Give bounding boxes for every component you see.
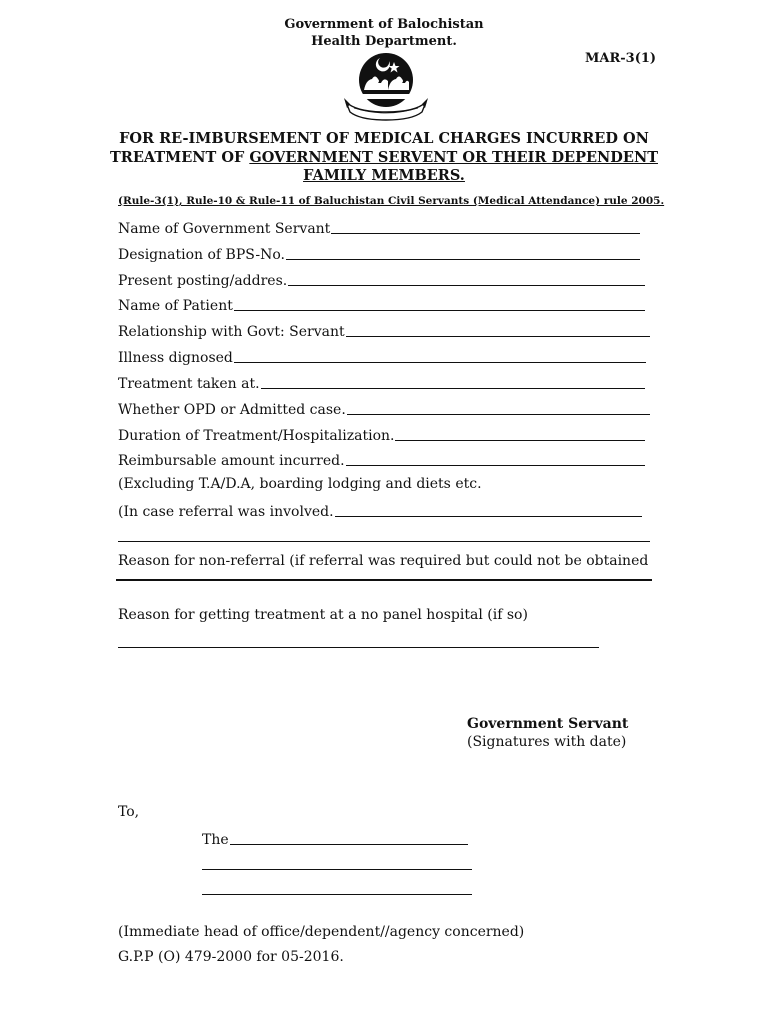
balochistan-emblem-icon [340, 50, 432, 122]
form-title-prefix: TREATMENT OF [110, 148, 250, 166]
no-panel-reason-label: Reason for getting treatment at a no panel hospital (if so) [118, 607, 528, 623]
field-label: Treatment taken at. [118, 376, 260, 392]
non-referral-reason-label: Reason for non-referral (if referral was required but could not be obtained [118, 553, 649, 569]
field-label: Illness dignosed [118, 350, 233, 366]
field-label: Duration of Treatment/Hospitalization. [118, 428, 395, 444]
fill-line[interactable] [347, 414, 650, 415]
signature-title: Government Servant [467, 716, 629, 732]
field-label: Designation of BPS-No. [118, 247, 285, 263]
field-govt-servant-name[interactable] [118, 217, 640, 237]
address-to: To, [118, 804, 140, 820]
fill-line[interactable] [286, 259, 640, 260]
field-opd-admitted[interactable] [118, 398, 650, 418]
fill-line[interactable] [346, 336, 650, 337]
field-label: (In case referral was involved. [118, 504, 334, 520]
fill-line[interactable] [288, 285, 645, 286]
field-referral[interactable] [118, 500, 642, 520]
rule-reference: (Rule-3(1), Rule-10 & Rule-11 of Baluchistan Civil Servants (Medical Attendance) rule 2005. [118, 195, 665, 207]
field-relationship[interactable] [118, 320, 650, 340]
field-label: Relationship with Govt: Servant [118, 324, 345, 340]
form-title-line1: FOR RE-IMBURSEMENT OF MEDICAL CHARGES INCURRED ON [119, 130, 649, 147]
signature-note: (Signatures with date) [467, 734, 627, 750]
form-title-underlined: GOVERNMENT SERVENT OR THEIR DEPENDENT [249, 148, 658, 166]
field-label: Name of Government Servant [118, 221, 331, 237]
fill-line[interactable] [335, 516, 642, 517]
fill-line[interactable] [261, 388, 645, 389]
fill-line[interactable] [234, 310, 645, 311]
field-addressee[interactable] [202, 828, 468, 848]
fill-line[interactable] [234, 362, 646, 363]
header-department: Health Department. [311, 34, 457, 49]
form-title-line3 [0, 167, 768, 186]
field-label: Whether OPD or Admitted case. [118, 402, 346, 418]
fill-line[interactable] [395, 440, 645, 441]
field-patient-name[interactable] [118, 294, 645, 314]
header-government: Government of Balochistan [284, 17, 484, 32]
field-amount[interactable] [118, 449, 645, 469]
referral-continuation-line[interactable] [118, 541, 650, 542]
field-duration[interactable] [118, 424, 645, 444]
field-label: Name of Patient [118, 298, 233, 314]
office-note: (Immediate head of office/dependent//agency concerned) [118, 924, 525, 940]
address-line-3[interactable] [202, 894, 472, 895]
form-code: MAR-3(1) [585, 51, 657, 66]
field-label: The [202, 832, 229, 848]
field-posting[interactable] [118, 269, 645, 289]
gpp-code: G.P.P (O) 479-2000 for 05-2016. [118, 949, 344, 965]
fill-line[interactable] [331, 233, 640, 234]
excluding-note: (Excluding T.A/D.A, boarding lodging and diets etc. [118, 476, 482, 492]
field-designation[interactable] [118, 243, 640, 263]
no-panel-reason-line[interactable] [118, 647, 599, 648]
field-treatment-at[interactable] [118, 372, 645, 392]
section-divider [116, 579, 652, 581]
form-title-line2 [0, 149, 768, 168]
field-label: Present posting/addres. [118, 273, 288, 289]
form-title-line3-text: FAMILY MEMBERS. [303, 167, 465, 184]
field-label: Reimbursable amount incurred. [118, 453, 345, 469]
field-illness[interactable] [118, 346, 646, 366]
fill-line[interactable] [230, 844, 468, 845]
address-line-2[interactable] [202, 869, 472, 870]
fill-line[interactable] [346, 465, 645, 466]
